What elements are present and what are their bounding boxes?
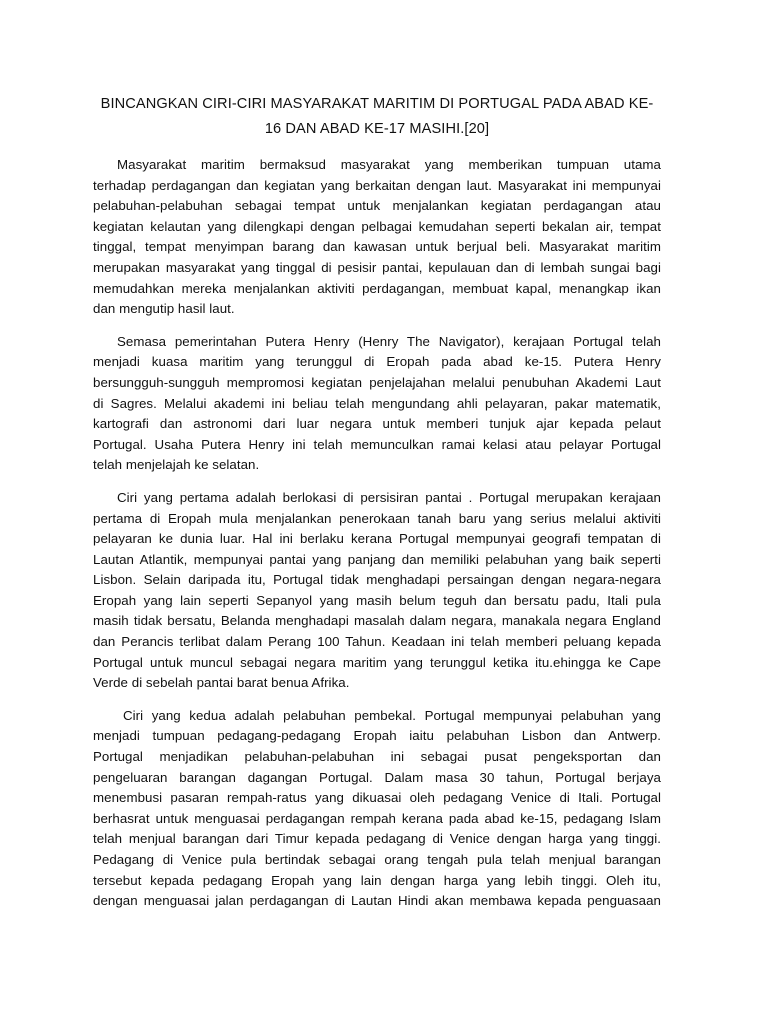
text-line: dengan menguasai jalan perdagangan di Lautan Hindi akan membawa kepada penguasaan	[93, 893, 661, 909]
text-line: menjadi kuasa maritim yang terunggul di Eropah pada abad ke-15. Putera Henry	[93, 354, 661, 370]
text-line: Ciri yang pertama adalah berlokasi di persisiran pantai . Portugal merupakan kerajaan	[117, 489, 661, 505]
text-line: menjadi tumpuan pedagang-pedagang Eropah iaitu pelabuhan Lisbon dan Antwerp.	[93, 728, 661, 744]
text-line: bersungguh-sungguh mempromosi kegiatan penjelajahan melalui penubuhan Akademi Laut	[93, 374, 661, 390]
title-line: BINCANGKAN CIRI-CIRI MASYARAKAT MARITIM DI PORTUGAL PADA ABAD KE-	[100, 96, 654, 112]
text-line: memudahkan mereka menjalankan aktiviti perdagangan, membuat kapal, menangkap ikan	[93, 280, 661, 296]
paragraph-3	[93, 488, 661, 694]
text-line: pelabuhan-pelabuhan sebagai tempat untuk menjalankan kegiatan perdagangan atau	[93, 198, 661, 214]
text-line: Portugal menjadikan pelabuhan-pelabuhan ini sebagai pusat pengeksportan dan	[93, 749, 661, 765]
text-line: Verde di sebelah pantai barat benua Afrika.	[93, 675, 350, 691]
paragraph-1	[93, 155, 661, 320]
text-line: Pedagang di Venice pula bertindak sebagai orang tengah pula telah menjual barangan	[93, 852, 661, 867]
text-line: telah menjelajah ke selatan.	[93, 457, 260, 473]
text-line: Lautan Atlantik, mempunyai pantai yang panjang dan memiliki pelabuhan yang baik seperti	[93, 551, 661, 567]
text-line: pelayaran ke dunia luar. Hal ini berlaku kerana Portugal mempunyai geografi tempatan di	[93, 531, 661, 547]
text-line: tersebut kepada pedagang Eropah yang lain dengan harga yang lebih tinggi. Oleh itu,	[93, 872, 661, 888]
text-line: Masyarakat maritim bermaksud masyarakat yang memberikan tumpuan utama	[117, 157, 661, 172]
text-line: Eropah yang lain seperti Sepanyol yang masih belum teguh dan bersatu padu, Itali pula	[93, 592, 661, 608]
text-line: kartografi dan astronomi dari luar negara untuk memberi tunjuk ajar kepada pelaut	[93, 416, 661, 432]
text-line: telah menjual barangan dari Timur kepada pedagang di Venice dengan harga yang tinggi.	[93, 831, 661, 847]
text-line: Portugal. Usaha Putera Henry ini telah memunculkan ramai kelasi atau pelayar Portugal	[93, 436, 661, 452]
text-line: Portugal untuk muncul sebagai negara maritim yang terunggul ketika itu.ehingga ke Cape	[93, 654, 661, 670]
document-title	[93, 92, 661, 142]
text-line: tinggal, tempat menyimpan barang dan kawasan untuk berjual beli. Masyarakat maritim	[93, 239, 661, 255]
text-line: pengeluaran barangan dagangan Portugal. Dalam masa 30 tahun, Portugal berjaya	[93, 769, 661, 785]
document-body	[93, 155, 661, 912]
text-line: menembusi pasaran rempah-ratus yang dikuasai oleh pedagang Venice di Itali. Portugal	[93, 790, 661, 806]
text-line: merupakan masyarakat yang tinggal di pesisir pantai, kepulauan dan di lembah sungai bagi	[93, 259, 661, 275]
text-line: kegiatan kelautan yang dilengkapi dengan pelbagai kemudahan seperti bekalan air, tempat	[93, 218, 661, 234]
paragraph-4	[93, 706, 661, 912]
text-line: berhasrat untuk menguasai perdagangan rempah kerana pada abad ke-15, pedagang Islam	[93, 810, 661, 826]
text-line: di Sagres. Melalui akademi ini beliau telah mengundang ahli pelayaran, pakar matematik,	[93, 395, 661, 411]
title-line: 16 DAN ABAD KE-17 MASIHI.[20]	[264, 121, 490, 137]
paragraph-2	[93, 332, 661, 476]
text-line: dan mengutip hasil laut.	[93, 301, 235, 317]
text-line: dan Perancis terlibat dalam Perang 100 Tahun. Keadaan ini telah memberi peluang kepada	[93, 634, 661, 650]
text-line: Ciri yang kedua adalah pelabuhan pembekal. Portugal mempunyai pelabuhan yang	[123, 707, 661, 723]
text-line: terhadap perdagangan dan kegiatan yang berkaitan dengan laut. Masyarakat ini mempunyai	[93, 177, 661, 193]
text-line: Semasa pemerintahan Putera Henry (Henry The Navigator), kerajaan Portugal telah	[117, 333, 661, 349]
text-line: masih tidak bersatu, Belanda menghadapi masalah dalam negara, manakala negara England	[93, 613, 661, 629]
text-line: Lisbon. Selain daripada itu, Portugal tidak menghadapi persaingan dengan negara-negara	[93, 572, 661, 588]
text-line: pertama di Eropah mula menjalankan penerokaan tanah baru yang serius melalui aktiviti	[93, 510, 661, 526]
